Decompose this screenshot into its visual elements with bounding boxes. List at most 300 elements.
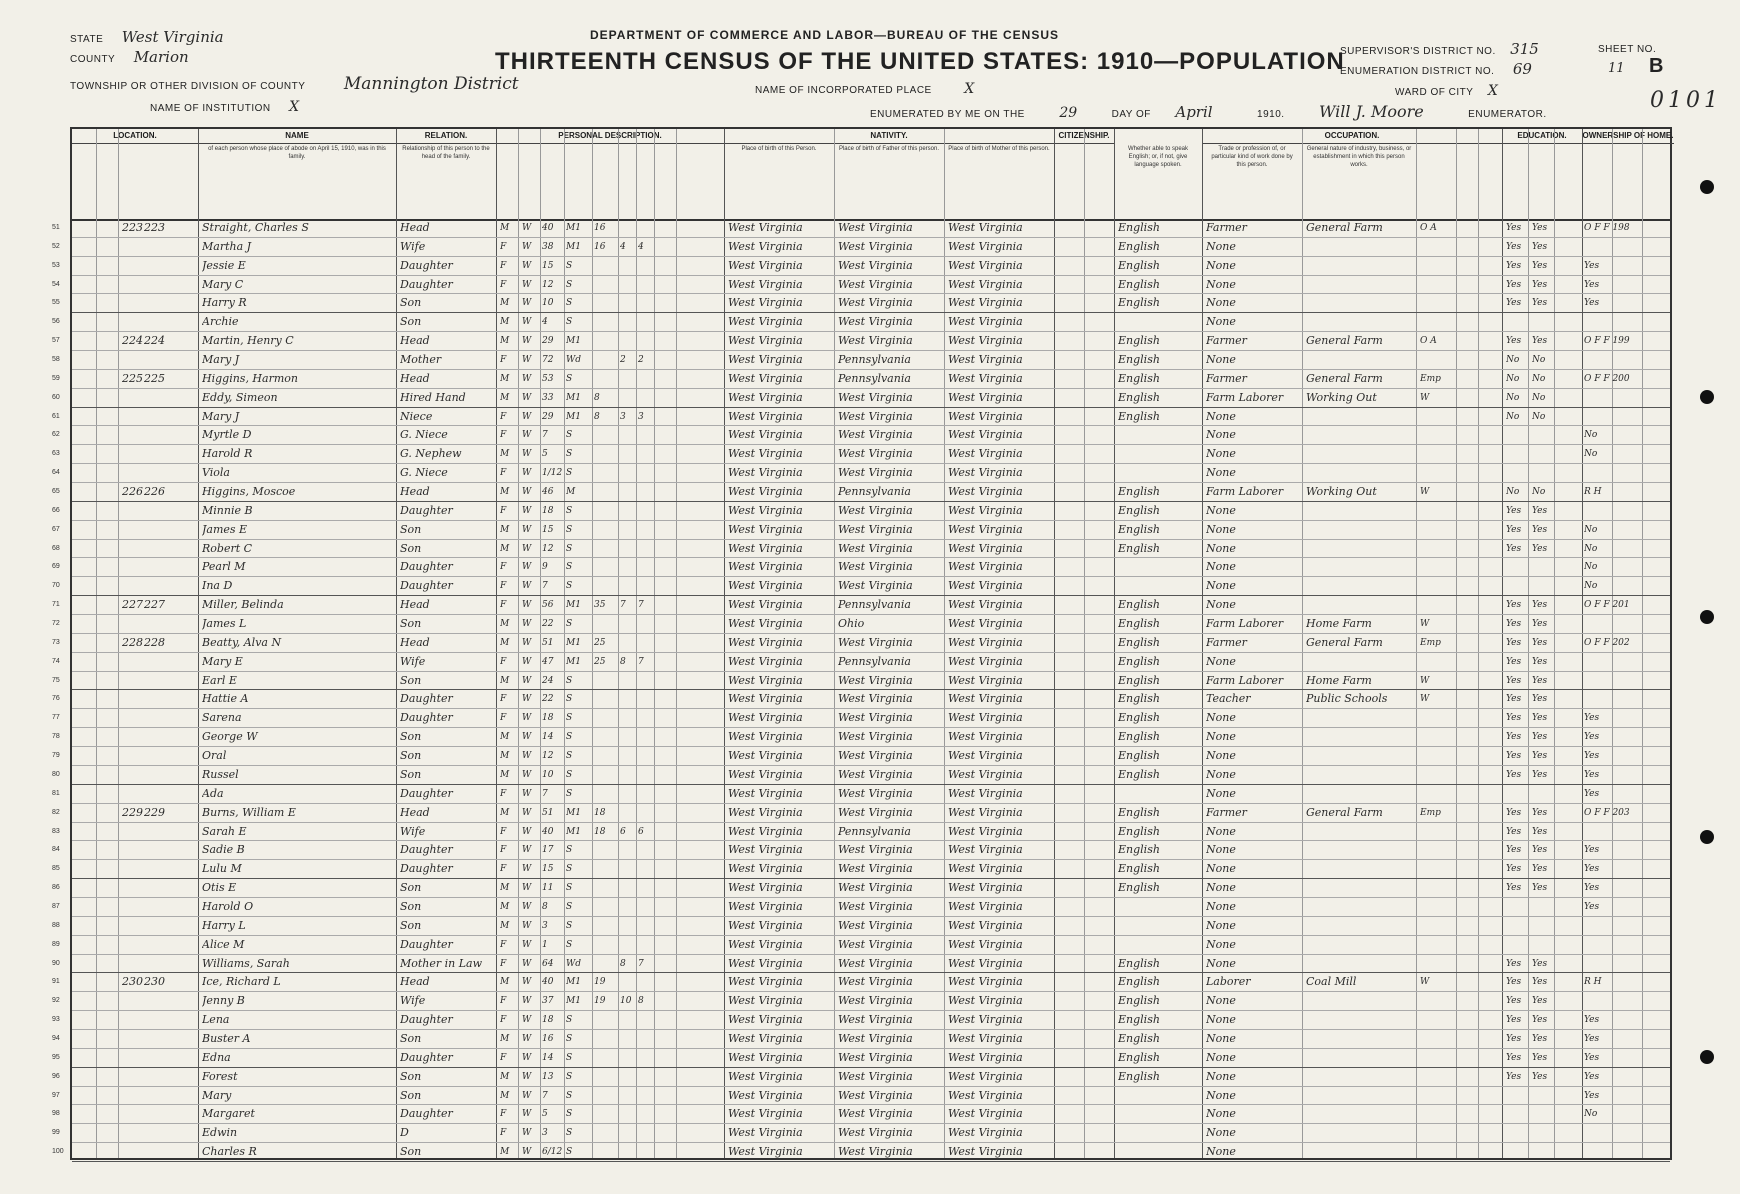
birthplace-person: West Virginia: [728, 843, 803, 857]
relation: Son: [400, 767, 422, 781]
years-married: [594, 709, 618, 727]
can-write: Yes: [1532, 543, 1548, 554]
birthplace-person: West Virginia: [728, 485, 803, 499]
ownership: Yes: [1584, 751, 1600, 762]
ownership: [1584, 1143, 1674, 1161]
can-write: [1532, 445, 1554, 463]
ownership: Yes: [1584, 883, 1600, 894]
industry: [1306, 747, 1414, 765]
sex: F: [500, 355, 507, 366]
birthplace-mother: West Virginia: [948, 1069, 1023, 1083]
can-write: Yes: [1532, 1015, 1548, 1026]
can-read: Yes: [1506, 769, 1522, 780]
birthplace-mother: West Virginia: [948, 409, 1023, 423]
years-married: [594, 1105, 618, 1123]
trade: None: [1206, 503, 1236, 517]
race: W: [522, 543, 532, 554]
age: 56: [542, 600, 554, 611]
relation: Daughter: [400, 579, 453, 593]
state-value: West Virginia: [121, 28, 224, 46]
children-living: [638, 841, 654, 859]
children-living: 8: [638, 996, 644, 1007]
children-living: [638, 332, 654, 350]
employment-class: W: [1420, 694, 1430, 705]
relation: Son: [400, 1145, 422, 1159]
family-number: [144, 615, 170, 633]
birthplace-father: West Virginia: [838, 390, 913, 404]
line-number: 96: [52, 1072, 60, 1080]
can-read: [1506, 313, 1528, 331]
birthplace-mother: West Virginia: [948, 503, 1023, 517]
ownership: O F F 202: [1584, 637, 1630, 648]
line-number: 67: [52, 525, 60, 533]
birthplace-mother: West Virginia: [948, 899, 1023, 913]
marital-status: S: [566, 788, 573, 799]
years-married: [594, 483, 618, 501]
trade: None: [1206, 1145, 1236, 1159]
can-read: [1506, 917, 1528, 935]
trade: None: [1206, 315, 1236, 329]
can-write: Yes: [1532, 241, 1548, 252]
line-number: 64: [52, 469, 60, 477]
can-read: Yes: [1506, 675, 1522, 686]
children-born: [620, 879, 636, 897]
age: 7: [542, 1090, 548, 1101]
employment-class: [1420, 955, 1456, 973]
enumerated-label: ENUMERATED BY ME ON THE: [870, 109, 1025, 120]
can-read: [1506, 577, 1528, 595]
age: 12: [542, 543, 554, 554]
children-born: [620, 389, 636, 407]
birthplace-mother: West Virginia: [948, 485, 1023, 499]
trade: Farm Laborer: [1206, 673, 1284, 687]
ownership: [1584, 313, 1674, 331]
birthplace-person: West Virginia: [728, 1145, 803, 1159]
race: W: [522, 619, 532, 630]
language: [1118, 313, 1202, 331]
children-born: [620, 766, 636, 784]
birthplace-person: West Virginia: [728, 277, 803, 291]
can-write: Yes: [1532, 977, 1548, 988]
marital-status: S: [566, 1090, 573, 1101]
children-living: [638, 879, 654, 897]
supervisor-value: 315: [1510, 40, 1539, 58]
race: W: [522, 1109, 532, 1120]
birthplace-father: Pennsylvania: [838, 598, 911, 612]
family-number: [144, 238, 170, 256]
sex: M: [500, 1033, 510, 1044]
table-row: [52, 1124, 1670, 1143]
table-row: [52, 1030, 1670, 1049]
can-write: Yes: [1532, 826, 1548, 837]
industry: [1306, 785, 1414, 803]
line-number: 78: [52, 733, 60, 741]
children-living: [638, 860, 654, 878]
dwelling-number: 227: [122, 598, 143, 612]
birthplace-person: West Virginia: [728, 296, 803, 310]
years-married: [594, 332, 618, 350]
birthplace-mother: West Virginia: [948, 353, 1023, 367]
relation: Wife: [400, 824, 426, 838]
language: English: [1118, 503, 1160, 517]
employment-class: [1420, 294, 1456, 312]
can-write: Yes: [1532, 883, 1548, 894]
birthplace-person: West Virginia: [728, 918, 803, 932]
birthplace-person: West Virginia: [728, 447, 803, 461]
ownership: [1584, 464, 1674, 482]
person-name: Higgins, Harmon: [202, 371, 298, 385]
table-row: [52, 1143, 1670, 1162]
children-born: 8: [620, 656, 626, 667]
family-number: 224: [144, 334, 165, 348]
can-read: Yes: [1506, 543, 1522, 554]
relation: Niece: [400, 409, 433, 423]
marital-status: S: [566, 524, 573, 535]
ownership: O F F 203: [1584, 807, 1630, 818]
county-value: Marion: [133, 48, 189, 66]
birthplace-mother: West Virginia: [948, 749, 1023, 763]
marital-status: S: [566, 449, 573, 460]
can-read: [1506, 1105, 1528, 1123]
birthplace-person: West Virginia: [728, 824, 803, 838]
table-row: [52, 841, 1670, 860]
children-born: [620, 973, 636, 991]
language: English: [1118, 881, 1160, 895]
race: W: [522, 336, 532, 347]
language: [1118, 445, 1202, 463]
industry: General Farm: [1306, 221, 1383, 234]
person-name: Forest: [202, 1069, 238, 1083]
binding-hole: [1700, 1050, 1714, 1064]
trade: None: [1206, 1088, 1236, 1102]
can-write: [1532, 1143, 1554, 1161]
institution-label: NAME OF INSTITUTION: [150, 103, 271, 114]
language: English: [1118, 956, 1160, 970]
birthplace-father: West Virginia: [838, 843, 913, 857]
industry: [1306, 502, 1414, 520]
years-married: [594, 841, 618, 859]
can-write: No: [1532, 373, 1546, 384]
birthplace-person: West Virginia: [728, 1050, 803, 1064]
enumeration-district-field: [1340, 60, 1532, 79]
trade: None: [1206, 1126, 1236, 1140]
relation: Hired Hand: [400, 390, 466, 404]
birthplace-person: West Virginia: [728, 1107, 803, 1121]
can-write: Yes: [1532, 807, 1548, 818]
years-married: 8: [594, 392, 600, 403]
sex: F: [500, 1128, 507, 1139]
employment-class: [1420, 238, 1456, 256]
race: W: [522, 826, 532, 837]
trade: None: [1206, 711, 1236, 725]
employment-class: [1420, 464, 1456, 482]
birthplace-mother: West Virginia: [948, 334, 1023, 348]
birthplace-mother: West Virginia: [948, 390, 1023, 404]
children-born: [620, 936, 636, 954]
ownership: Yes: [1584, 732, 1600, 743]
corner-number: 0101: [1650, 88, 1722, 113]
race: W: [522, 487, 532, 498]
birthplace-father: West Virginia: [838, 994, 913, 1008]
birthplace-person: West Virginia: [728, 956, 803, 970]
race: W: [522, 656, 532, 667]
family-number: [144, 558, 170, 576]
can-write: [1532, 577, 1554, 595]
language: [1118, 1143, 1202, 1161]
employment-class: [1420, 936, 1456, 954]
birthplace-mother: West Virginia: [948, 1013, 1023, 1027]
employment-class: [1420, 257, 1456, 275]
ownership: O F F 200: [1584, 373, 1630, 384]
person-name: Jenny B: [202, 994, 245, 1008]
can-write: No: [1532, 355, 1546, 366]
children-living: [638, 313, 654, 331]
children-born: [620, 898, 636, 916]
birthplace-person: West Virginia: [728, 767, 803, 781]
person-name: Ice, Richard L: [202, 975, 281, 989]
industry: [1306, 728, 1414, 746]
sex: M: [500, 373, 510, 384]
table-row: [52, 332, 1670, 351]
line-number: 71: [52, 601, 60, 609]
birthplace-person: West Virginia: [728, 353, 803, 367]
ownership: Yes: [1584, 1015, 1600, 1026]
industry: Coal Mill: [1306, 975, 1357, 989]
ownership: Yes: [1584, 1033, 1600, 1044]
line-number: 69: [52, 563, 60, 571]
birthplace-father: West Virginia: [838, 239, 913, 253]
industry: [1306, 426, 1414, 444]
birthplace-mother: West Virginia: [948, 447, 1023, 461]
children-born: [620, 917, 636, 935]
marital-status: S: [566, 468, 573, 479]
marital-status: S: [566, 317, 573, 328]
line-number: 56: [52, 318, 60, 326]
employment-class: W: [1420, 977, 1430, 988]
table-row: [52, 860, 1670, 879]
birthplace-person: West Virginia: [728, 428, 803, 442]
family-number: [144, 690, 170, 708]
birthplace-person: West Virginia: [728, 390, 803, 404]
line-number: 61: [52, 412, 60, 420]
age: 40: [542, 826, 554, 837]
enumeration-value: 69: [1512, 60, 1532, 78]
birthplace-person: West Virginia: [728, 1031, 803, 1045]
trade: None: [1206, 522, 1236, 536]
table-row: [52, 502, 1670, 521]
person-name: Lena: [202, 1013, 230, 1027]
sex: F: [500, 958, 507, 969]
can-write: Yes: [1532, 1052, 1548, 1063]
person-name: Edwin: [202, 1126, 238, 1140]
line-number: 53: [52, 261, 60, 269]
children-born: [620, 370, 636, 388]
sex: M: [500, 751, 510, 762]
birthplace-mother: West Virginia: [948, 975, 1023, 989]
marital-status: S: [566, 581, 573, 592]
birthplace-person: West Virginia: [728, 334, 803, 348]
person-name: Martha J: [202, 239, 252, 253]
heading-name: of each person whose place of abode on April 15, 1910, was in this family.: [208, 146, 386, 160]
employment-class: [1420, 1087, 1456, 1105]
age: 9: [542, 562, 548, 573]
years-married: [594, 898, 618, 916]
trade: None: [1206, 749, 1236, 763]
industry: Working Out: [1306, 485, 1377, 499]
can-write: No: [1532, 487, 1546, 498]
race: W: [522, 713, 532, 724]
employment-class: [1420, 276, 1456, 294]
birthplace-person: West Virginia: [728, 899, 803, 913]
children-born: [620, 1049, 636, 1067]
marital-status: S: [566, 1147, 573, 1158]
group-citizenship: CITIZENSHIP.: [1054, 129, 1114, 144]
trade: None: [1206, 296, 1236, 310]
dwelling-number: 230: [122, 975, 143, 989]
person-name: Myrtle D: [202, 428, 252, 442]
table-row: [52, 653, 1670, 672]
ownership: [1584, 936, 1674, 954]
relation: Daughter: [400, 277, 453, 291]
birthplace-mother: West Virginia: [948, 541, 1023, 555]
can-write: Yes: [1532, 336, 1548, 347]
person-name: Hattie A: [202, 692, 249, 706]
children-born: [620, 709, 636, 727]
age: 33: [542, 392, 554, 403]
sex: F: [500, 996, 507, 1007]
township-field: [70, 74, 519, 94]
sex: M: [500, 675, 510, 686]
marital-status: S: [566, 1128, 573, 1139]
can-write: Yes: [1532, 694, 1548, 705]
group-education: EDUCATION.: [1502, 129, 1582, 144]
employment-class: [1420, 596, 1456, 614]
trade: Farm Laborer: [1206, 617, 1284, 631]
table-row: [52, 823, 1670, 842]
trade: None: [1206, 654, 1236, 668]
relation: Son: [400, 749, 422, 763]
can-read: Yes: [1506, 1052, 1522, 1063]
children-born: [620, 577, 636, 595]
children-born: [620, 860, 636, 878]
birthplace-person: West Virginia: [728, 371, 803, 385]
age: 12: [542, 751, 554, 762]
birthplace-father: West Virginia: [838, 447, 913, 461]
marital-status: S: [566, 430, 573, 441]
race: W: [522, 505, 532, 516]
line-number: 76: [52, 695, 60, 703]
race: W: [522, 430, 532, 441]
trade: None: [1206, 824, 1236, 838]
birthplace-person: West Virginia: [728, 635, 803, 649]
ownership: [1584, 690, 1674, 708]
relation: Head: [400, 371, 430, 385]
can-read: Yes: [1506, 298, 1522, 309]
family-number: [144, 1087, 170, 1105]
line-number: 54: [52, 280, 60, 288]
birthplace-father: West Virginia: [838, 522, 913, 536]
sex: M: [500, 392, 510, 403]
person-name: Sarena: [202, 711, 242, 725]
marital-status: M1: [566, 637, 581, 648]
family-number: [144, 1049, 170, 1067]
language: [1118, 917, 1202, 935]
years-married: 19: [594, 977, 606, 988]
marital-status: S: [566, 373, 573, 384]
race: W: [522, 751, 532, 762]
age: 5: [542, 449, 548, 460]
age: 16: [542, 1033, 554, 1044]
race: W: [522, 637, 532, 648]
industry: [1306, 879, 1414, 897]
can-write: Yes: [1532, 298, 1548, 309]
person-name: Archie: [202, 315, 239, 329]
sex: F: [500, 939, 507, 950]
group-name: NAME: [198, 129, 396, 144]
can-write: No: [1532, 411, 1546, 422]
birthplace-person: West Virginia: [728, 881, 803, 895]
sex: F: [500, 581, 507, 592]
ownership: Yes: [1584, 1052, 1600, 1063]
employment-class: W: [1420, 619, 1430, 630]
birthplace-mother: West Virginia: [948, 635, 1023, 649]
industry: [1306, 992, 1414, 1010]
relation: Son: [400, 881, 422, 895]
race: W: [522, 958, 532, 969]
children-born: 6: [620, 826, 626, 837]
race: W: [522, 355, 532, 366]
language: English: [1118, 994, 1160, 1008]
sex: M: [500, 901, 510, 912]
employment-class: W: [1420, 487, 1430, 498]
birthplace-father: West Virginia: [838, 899, 913, 913]
marital-status: M1: [566, 977, 581, 988]
years-married: 25: [594, 637, 606, 648]
can-write: Yes: [1532, 223, 1548, 233]
birthplace-person: West Virginia: [728, 730, 803, 744]
industry: [1306, 1087, 1414, 1105]
language: English: [1118, 635, 1160, 649]
birthplace-mother: West Virginia: [948, 881, 1023, 895]
sex: F: [500, 826, 507, 837]
employment-class: [1420, 521, 1456, 539]
birthplace-mother: West Virginia: [948, 824, 1023, 838]
years-married: [594, 728, 618, 746]
ownership: Yes: [1584, 788, 1600, 799]
table-row: [52, 408, 1670, 427]
industry: [1306, 936, 1414, 954]
can-read: No: [1506, 373, 1520, 384]
birthplace-person: West Virginia: [728, 975, 803, 989]
race: W: [522, 901, 532, 912]
language: [1118, 577, 1202, 595]
language: [1118, 1124, 1202, 1142]
line-number: 95: [52, 1053, 60, 1061]
can-read: Yes: [1506, 807, 1522, 818]
sex: F: [500, 562, 507, 573]
can-read: [1506, 1124, 1528, 1142]
can-read: Yes: [1506, 600, 1522, 611]
industry: [1306, 709, 1414, 727]
ownership: No: [1584, 581, 1598, 592]
employment-class: [1420, 709, 1456, 727]
children-living: [638, 1011, 654, 1029]
years-married: [594, 785, 618, 803]
person-name: Mary C: [202, 277, 244, 291]
years-married: 18: [594, 807, 606, 818]
can-write: [1532, 1124, 1554, 1142]
age: 40: [542, 223, 554, 233]
